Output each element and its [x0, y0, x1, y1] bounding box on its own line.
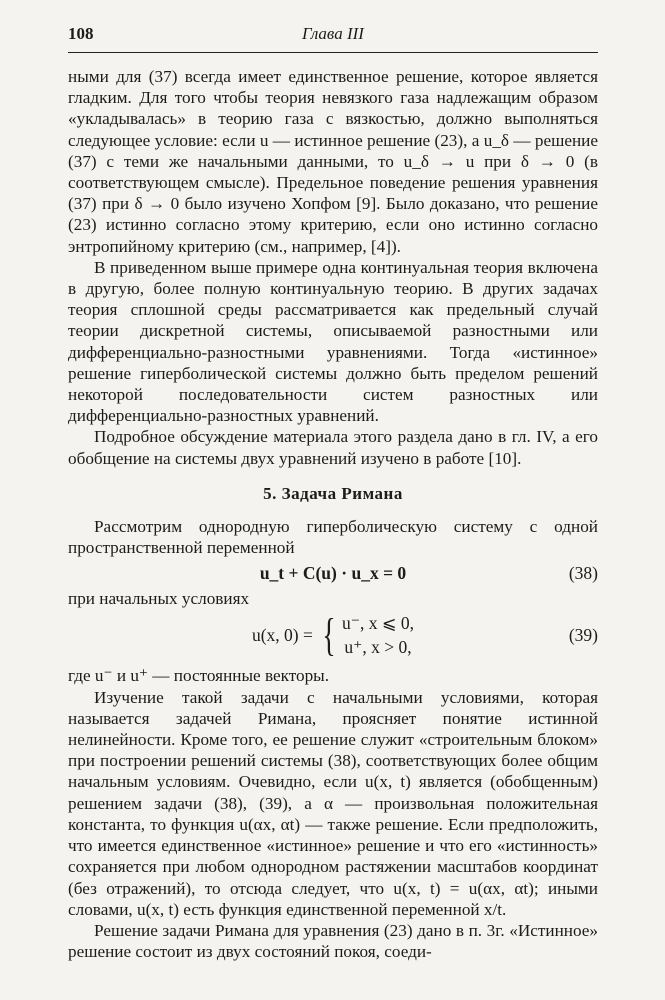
page-header	[68, 22, 598, 52]
left-brace-icon: {	[322, 609, 336, 661]
section-title: 5. Задача Римана	[263, 483, 403, 503]
book-page	[68, 22, 598, 962]
paragraph-6: где u⁻ и u⁺ — постоянные векторы.	[68, 666, 330, 686]
paragraph-1: ными для (37) всегда имеет единственное решение, которое является гладким. Для того чтобы теория невязкого газа надлежащим образом «укладывалась» в теорию газа с вязкостью, должно выполняться следующее условие: если u — истинное решение (23), а u_δ — решение (37) с теми же начальными данными, то u_δ → u при δ → 0 (в соответствующем смысле). Предельное поведение решения уравнения (37) при δ → 0 было изучено Хопфом [9]. Было доказано, что решение (23) истинно согласно этому критерию, если оно истинно согласно энтропийному критерию (см., например, [4]).	[68, 67, 598, 256]
equation-39-tag: (39)	[568, 625, 598, 646]
equation-39-case-2: u⁺, x > 0,	[344, 637, 412, 658]
equation-38-expression: u_t + C(u) · u_x = 0	[259, 563, 407, 584]
page-number: 108	[68, 24, 94, 43]
equation-38-tag: (38)	[568, 563, 598, 584]
equation-39-case-1: u⁻, x ⩽ 0,	[341, 613, 415, 634]
equation-38	[68, 560, 598, 586]
header-rule	[68, 52, 598, 53]
paragraph-3: Подробное обсуждение материала этого раздела дано в гл. IV, а его обобщение на системы двух уравнений изучено в работе [10].	[68, 427, 598, 468]
equation-39-lhs: u(x, 0) =	[251, 624, 313, 645]
paragraph-8: Решение задачи Римана для уравнения (23) дано в п. 3г. «Истинное» решение состоит из двух состояний покоя, соеди-	[68, 920, 598, 962]
equation-39	[68, 611, 598, 663]
paragraph-5: при начальных условиях	[68, 589, 250, 609]
paragraph-7: Изучение такой задачи с начальными условиями, которая называется задачей Римана, проясняет понятие истинной нелинейности. Кроме того, ее решение служит «строительным блоком» при построении решений системы (38), соответствующих более общим начальным условиям. Очевидно, если u(x, t) является (обобщенным) решением задачи (38), (39), а α — произвольная положительная константа, то функция u(αx, αt) — также решение. Если предположить, что имеется единственное «истинное» решение и что его «истинность» сохраняется при любом однородном растяжении масштабов координат (без отражений), то отсюда следует, что u(x, t) = u(αx, αt); иными словами, u(x, t) есть функция единственной переменной x/t.	[68, 687, 598, 919]
equation-39-cases	[252, 611, 414, 659]
page-body	[68, 66, 598, 962]
paragraph-2: В приведенном выше примере одна континуальная теория включена в другую, более полную континуальную теорию. В других задачах теория сплошной среды рассматривается как предельный случай теории дискретной системы, описываемой разностными или дифференциально-разностными уравнениями. Тогда «истинное» решение гиперболической системы должно быть пределом решений некоторой последовательности систем разностных или дифференциально-разностных уравнений.	[68, 257, 598, 426]
paragraph-4: Рассмотрим однородную гиперболическую систему с одной пространственной переменной	[68, 516, 598, 558]
running-head: Глава III	[302, 24, 364, 43]
